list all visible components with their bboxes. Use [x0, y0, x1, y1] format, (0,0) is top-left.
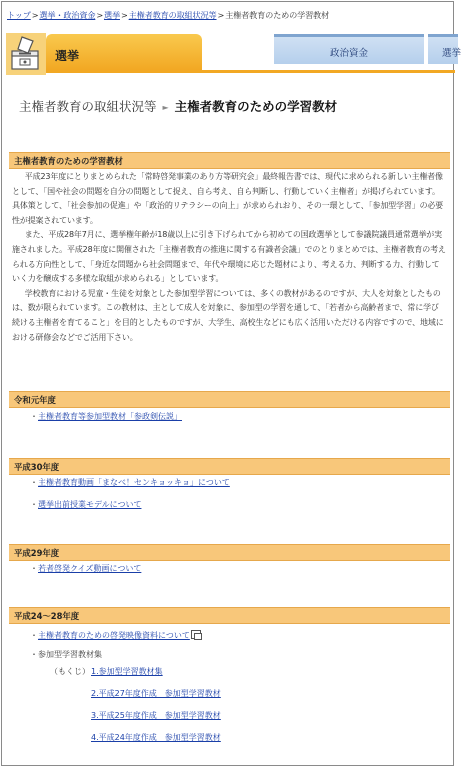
collection-label: 参加型学習教材集	[38, 650, 102, 659]
bullet: ・	[30, 564, 38, 573]
breadcrumb-link-election-funds[interactable]: 選挙・政治資金	[39, 10, 96, 20]
link-toc-3[interactable]: 3.平成25年度作成 参加型学習教材	[91, 711, 221, 720]
page-title	[19, 97, 337, 115]
tab-election-label: 選挙	[442, 48, 461, 59]
breadcrumb-link-efforts[interactable]: 主権者教育の取組状況等	[128, 10, 217, 20]
ballot-box-icon	[6, 33, 46, 75]
intro-paragraph: また、平成28年7月に、選挙権年齢が18歳以上に引き下げられてから初めての国政選挙として参議院議員通常選挙が実施されました。平成28年度に開催された「主権者教育の推進に関する有識者会議」でのとりまとめでは、主権者教育の考えられる方向性として、「身近な問題から社会問題まで、年代や環境に応じた題材により、考える力、判断する力、行動していく力を醸成する多様な取組が求められる」としています。	[12, 230, 446, 284]
section-heading-h29	[9, 544, 450, 561]
link-toc-4[interactable]: 4.平成24年度作成 参加型学習教材	[91, 733, 221, 742]
toc-item	[91, 732, 221, 743]
header-underline	[46, 70, 455, 73]
link-toc-2[interactable]: 2.平成27年度作成 参加型学習教材	[91, 689, 221, 698]
intro-text	[12, 170, 446, 345]
section-heading-h24-28	[9, 607, 450, 624]
bullet: ・	[30, 650, 38, 659]
link-demae-model[interactable]: 選挙出前授業モデルについて	[38, 500, 142, 509]
tab-political-funds-label: 政治資金	[329, 48, 368, 59]
link-sanseiken[interactable]: 主権者教育等参加型教材「参政剣伝説」	[38, 412, 182, 421]
breadcrumb-separator: >	[120, 10, 128, 20]
tab-election[interactable]	[428, 34, 461, 64]
category-header	[2, 30, 461, 80]
section-heading-label: 令和元年度	[14, 395, 56, 405]
toc-item	[91, 688, 221, 699]
intro-paragraph: 平成23年度にとりまとめられた「常時啓発事業のあり方等研究会」最終報告書では、現代に求められる新しい主権者像として、「国や社会の問題を自分の問題として捉え、自ら考え、自ら判断し、行動していく主権者」が掲げられています。具体策として、「社会参加の促進」や「政治的リテラシーの向上」が求められおり、その一環として、「参加型学習」の必要性が提案されています。	[12, 172, 444, 225]
section-heading-reiwa1	[9, 391, 450, 408]
page-frame	[1, 1, 461, 766]
list-item	[30, 629, 201, 641]
list-item	[30, 411, 182, 422]
tab-political-funds[interactable]	[274, 34, 424, 64]
page-title-current: 主権者教育のための学習教材	[174, 99, 338, 114]
list-item	[30, 499, 141, 510]
breadcrumb-separator: >	[217, 10, 225, 20]
bullet: ・	[30, 500, 38, 509]
section-heading-h30	[9, 458, 450, 475]
bullet: ・	[30, 478, 38, 487]
breadcrumb-link-top[interactable]: トップ	[7, 10, 31, 20]
section-heading-label: 主権者教育のための学習教材	[14, 156, 123, 166]
bullet: ・	[30, 631, 38, 640]
new-window-icon	[191, 630, 201, 639]
list-item	[30, 649, 102, 660]
section-heading-label: 平成30年度	[14, 462, 60, 472]
breadcrumb-current: 主権者教育のための学習教材	[225, 10, 330, 20]
bullet: ・	[30, 412, 38, 421]
breadcrumb	[7, 10, 329, 21]
page-title-parent: 主権者教育の取組状況等	[19, 99, 157, 114]
toc-item	[91, 710, 221, 721]
section-heading-intro	[9, 152, 450, 169]
intro-paragraph: 学校教育における児童・生徒を対象とした参加型学習については、多くの教材があるのですが、大人を対象としたものは、数が限られています。この教材は、主として成人を対象に、参加型の学習を通して、「若者から高齢者まで、常に学び続ける主権者を育てること」を目的としたものですが、大学生、高校生などにも広く活用いただける内容ですので、地域における研修会などでご活用下さい。	[12, 288, 444, 342]
toc-label: （もくじ）	[50, 667, 90, 676]
section-heading-label: 平成29年度	[14, 548, 60, 558]
link-keihatsu-video[interactable]: 主権者教育のための啓発映像資料について	[38, 631, 190, 640]
breadcrumb-separator: >	[31, 10, 39, 20]
list-item	[30, 563, 141, 574]
link-quiz-video[interactable]: 若者啓発クイズ動画について	[38, 564, 142, 573]
tab-election-label: 選挙	[55, 49, 80, 63]
breadcrumb-separator: >	[96, 10, 103, 20]
section-heading-label: 平成24～28年度	[14, 611, 80, 621]
link-manabe-video[interactable]: 主権者教育動画「まなべ！センキョッキョ」について	[38, 478, 230, 487]
link-toc-1[interactable]: 1.参加型学習教材集	[91, 667, 163, 676]
list-item	[30, 477, 230, 488]
toc-item	[91, 666, 163, 677]
arrow-right-icon: ►	[162, 103, 169, 112]
tab-election-active[interactable]	[46, 34, 202, 70]
breadcrumb-link-election[interactable]: 選挙	[103, 10, 120, 20]
